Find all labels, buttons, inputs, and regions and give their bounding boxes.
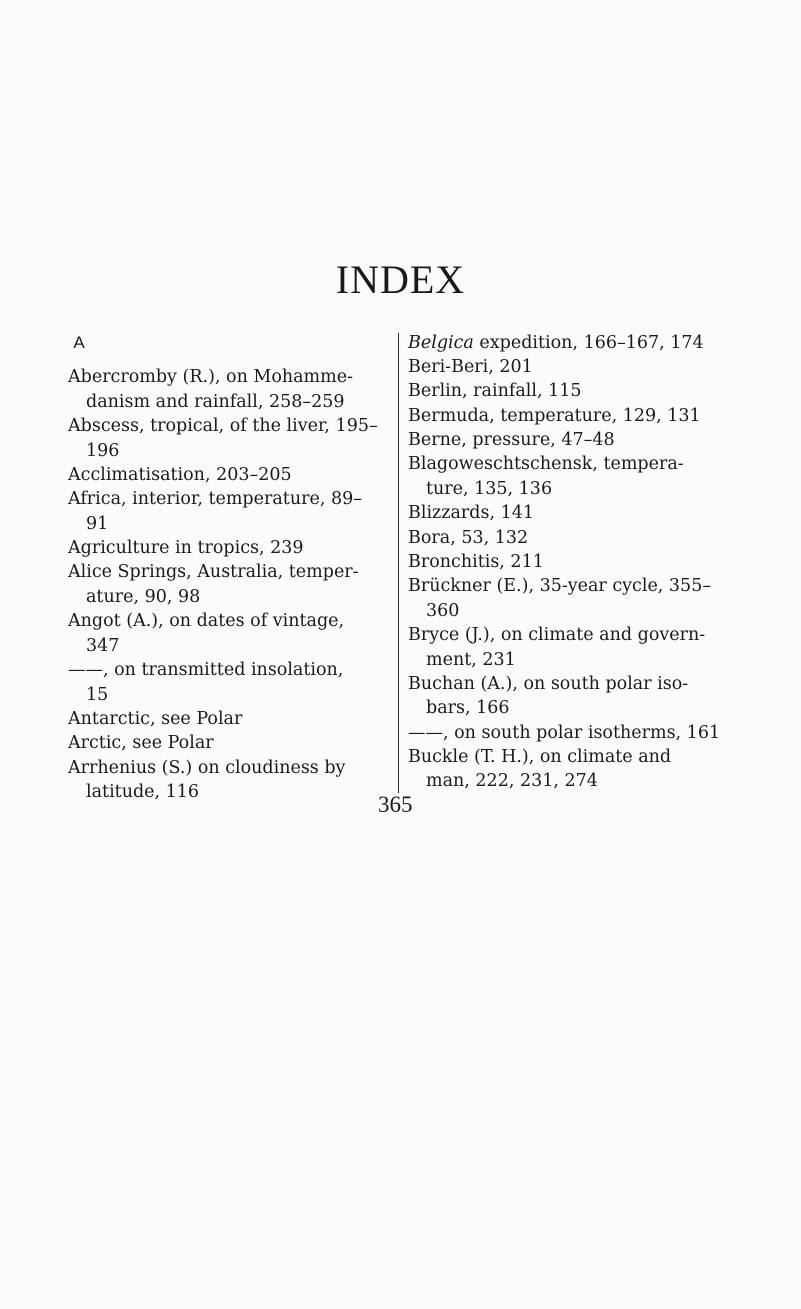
- index-entry-line: ture, 135, 136: [426, 479, 553, 499]
- index-entry-line: Brückner (E.), 35-year cycle, 355–: [408, 576, 712, 596]
- index-entry-line: Alice Springs, Australia, temper-: [68, 562, 359, 582]
- index-entry-line: Acclimatisation, 203–205: [68, 465, 292, 485]
- index-entry-line: 15: [86, 685, 109, 705]
- index-entry-line: Blagoweschtschensk, tempera-: [408, 454, 684, 474]
- index-entry-line: danism and rainfall, 258–259: [86, 392, 345, 412]
- index-entry-line: 196: [86, 441, 120, 461]
- index-entry-line: Arrhenius (S.) on cloudiness by: [68, 758, 346, 778]
- index-entry-line: Buckle (T. H.), on climate and: [408, 747, 672, 767]
- index-entry-line: Bryce (J.), on climate and govern-: [408, 625, 706, 645]
- index-entry-line: ——, on transmitted insolation,: [68, 660, 344, 680]
- index-entry-line: latitude, 116: [86, 782, 200, 802]
- italic-title: Belgica: [408, 333, 474, 353]
- index-entry-line: 360: [426, 601, 460, 621]
- index-entry-line: Abscess, tropical, of the liver, 195–: [68, 416, 378, 436]
- index-entry-line: Africa, interior, temperature, 89–: [68, 489, 362, 509]
- index-entry-line: ment, 231: [426, 650, 516, 670]
- index-entry-line: Agriculture in tropics, 239: [68, 538, 304, 558]
- section-heading-a: A: [73, 333, 85, 352]
- index-entry-line: Bermuda, temperature, 129, 131: [408, 406, 701, 426]
- index-entry-line: Berlin, rainfall, 115: [408, 381, 582, 401]
- index-entry-line: Angot (A.), on dates of vintage,: [68, 611, 345, 631]
- page-title: INDEX: [335, 257, 466, 302]
- index-entry-text: expedition, 166–167, 174: [473, 333, 704, 353]
- index-entry-line: ature, 90, 98: [86, 587, 201, 607]
- index-entry-line: ——, on south polar isotherms, 161: [408, 723, 721, 743]
- index-entry-line: Bora, 53, 132: [408, 528, 529, 548]
- column-divider: [398, 333, 399, 793]
- page-number: 365: [378, 792, 413, 817]
- index-entry-line: 91: [86, 514, 109, 534]
- index-entry-line: Abercromby (R.), on Mohamme-: [68, 367, 354, 387]
- index-entry-line: Blizzards, 141: [408, 503, 535, 523]
- index-entry-line: man, 222, 231, 274: [426, 771, 598, 791]
- index-entry-line: bars, 166: [426, 698, 510, 718]
- index-entry-line: Beri-Beri, 201: [408, 357, 533, 377]
- index-entry-line: Berne, pressure, 47–48: [408, 430, 615, 450]
- index-entry-line: [408, 332, 704, 354]
- index-entry-line: 347: [86, 636, 120, 656]
- index-entry-line: Bronchitis, 211: [408, 552, 544, 572]
- index-entry-line: Arctic, see Polar: [68, 733, 214, 753]
- index-entry-line: Buchan (A.), on south polar iso-: [408, 674, 689, 694]
- index-entry-line: Antarctic, see Polar: [68, 709, 243, 729]
